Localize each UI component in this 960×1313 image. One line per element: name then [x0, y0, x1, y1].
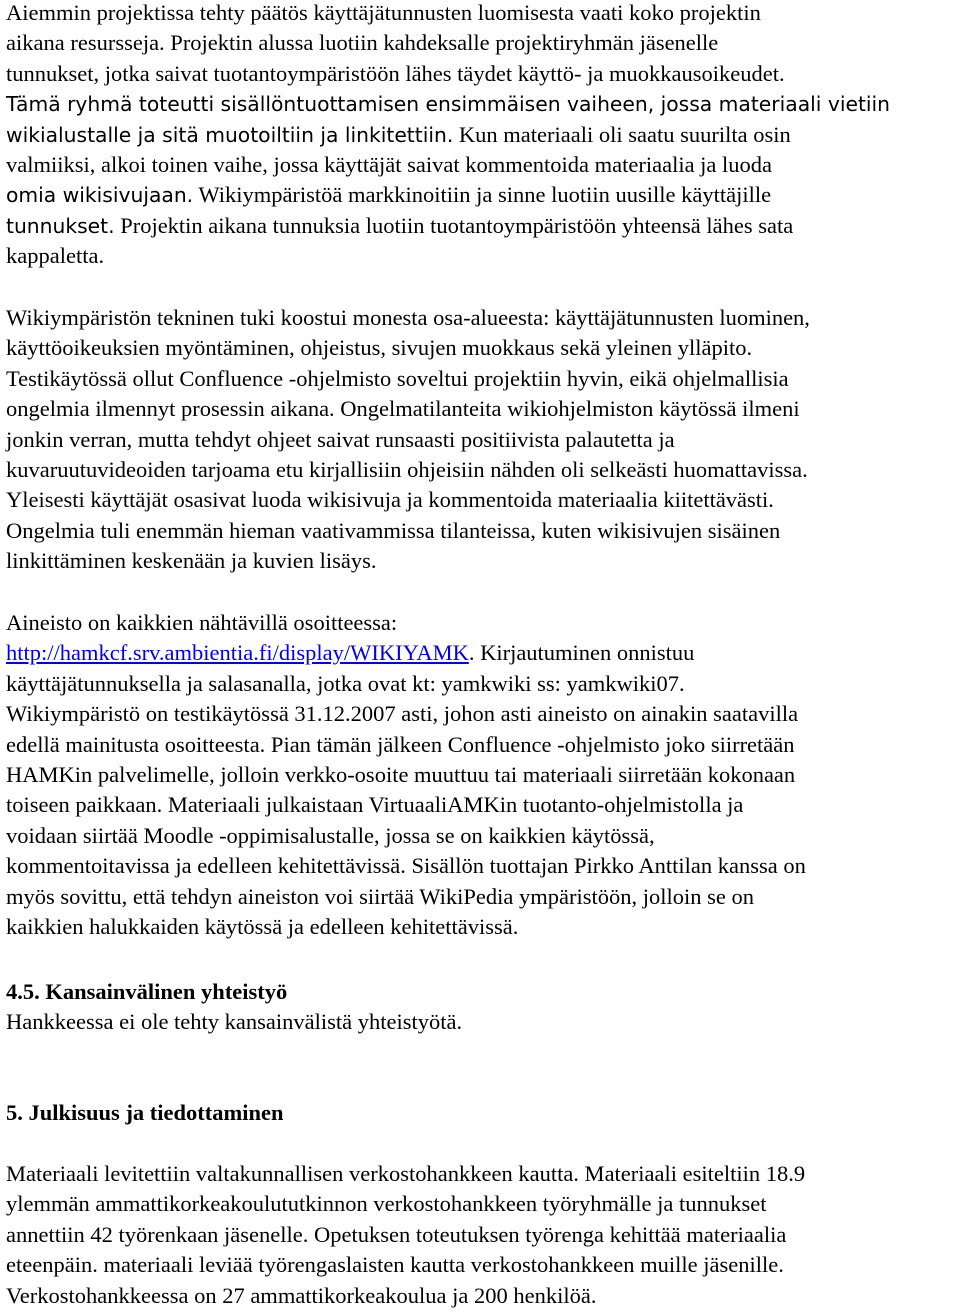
- text-line: [6, 120, 956, 150]
- text-line: kommentoitavissa ja edelleen kehitettävissä. Sisällön tuottajan Pirkko Anttilan kanssa on: [6, 853, 806, 879]
- text-line: valmiiksi, alkoi toinen vaihe, jossa käyttäjät saivat kommentoida materiaalia ja luoda: [6, 152, 773, 178]
- text-line: eteenpäin. materiaali leviää työrengaslaisten kautta verkostohankkeen muille jäsenille.: [6, 1252, 784, 1278]
- text-line: linkittäminen keskenään ja kuvien lisäys.: [6, 548, 377, 574]
- wiki-url-link[interactable]: http://hamkcf.srv.ambientia.fi/display/WIKIYAMK: [6, 640, 469, 666]
- text-segment: tunnukset.: [6, 213, 115, 238]
- text-line: Yleisesti käyttäjät osasivat luoda wikisivuja ja kommentoida materiaalia kiitettävästi.: [6, 487, 774, 513]
- text-line: Ongelmia tuli enemmän hieman vaativammissa tilanteissa, kuten wikisivujen sisäinen: [6, 517, 781, 543]
- text-line: Verkostohankkeessa on 27 ammattikorkeakoulua ja 200 henkilöä.: [6, 1282, 597, 1308]
- text-line: kaikkien halukkaiden käytössä ja edelleen kehitettävissä.: [6, 914, 519, 940]
- section-heading: 4.5. Kansainvälinen yhteistyö: [6, 979, 288, 1004]
- text-line: Testikäytössä ollut Confluence -ohjelmisto soveltui projektiin hyvin, eikä ohjelmallisia: [6, 365, 789, 391]
- text-line: jonkin verran, mutta tehdyt ohjeet saivat runsaasti positiivista palautetta ja: [6, 426, 675, 452]
- text-segment: omia wikisivujaan.: [6, 183, 194, 208]
- text-segment: . Kirjautuminen onnistuu: [468, 640, 695, 666]
- text-segment: Kun materiaali oli saatu suurilta osin: [453, 121, 791, 147]
- text-line: ongelmia ilmennyt prosessin aikana. Ongelmatilanteita wikiohjelmiston käytössä ilmeni: [6, 396, 800, 422]
- text-line: annettiin 42 työrenkaan jäsenelle. Opetuksen toteutuksen työrenga kehittää materiaalia: [6, 1221, 787, 1247]
- text-line: [6, 638, 956, 668]
- text-segment: Wikiympäristöä markkinoitiin ja sinne luotiin uusille käyttäjille: [193, 182, 772, 208]
- text-line: aikana resursseja. Projektin alussa luotiin kahdeksalle projektiryhmän jäsenelle: [6, 30, 719, 56]
- text-line: Aineisto on kaikkien nähtävillä osoitteessa:: [6, 610, 398, 635]
- text-line: käyttöoikeuksien myöntäminen, ohjeistus, sivujen muokkaus sekä yleinen ylläpito.: [6, 335, 753, 361]
- text-line: Wikiympäristön tekninen tuki koostui monesta osa-alueesta: käyttäjätunnusten luominen,: [6, 305, 810, 330]
- text-line: käyttäjätunnuksella ja salasanalla, jotka ovat kt: yamkwiki ss: yamkwiki07.: [6, 670, 685, 696]
- text-line: kappaletta.: [6, 243, 105, 269]
- text-line: ylemmän ammattikorkeakoulututkinnon verkostohankkeen työryhmälle ja tunnukset: [6, 1191, 767, 1217]
- section-heading: 5. Julkisuus ja tiedottaminen: [6, 1100, 284, 1125]
- text-line: Hankkeessa ei ole tehty kansainvälistä yhteistyötä.: [6, 1009, 463, 1035]
- text-line: Tämä ryhmä toteutti sisällöntuottamisen ensimmäisen vaiheen, jossa materiaali vietiin: [6, 92, 891, 117]
- text-line: [6, 211, 956, 241]
- text-line: myös sovittu, että tehdyn aineiston voi siirtää WikiPedia ympäristöön, jolloin se on: [6, 883, 754, 909]
- section-publicity: [6, 1159, 956, 1311]
- text-line: toiseen paikkaan. Materiaali julkaistaan VirtuaaliAMKin tuotanto-ohjelmistolla ja: [6, 792, 744, 818]
- section-international-cooperation: [6, 977, 956, 1038]
- paragraph-technical-support: [6, 303, 956, 577]
- text-line: [6, 180, 956, 210]
- text-line: Wikiympäristö on testikäytössä 31.12.2007 asti, johon asti aineisto on ainakin saatavilla: [6, 701, 799, 727]
- text-segment: wikialustalle ja sitä muotoiltiin ja linkitettiin.: [6, 122, 454, 147]
- paragraph-user-accounts: [6, 0, 956, 272]
- text-line: Aiemmin projektissa tehty päätös käyttäjätunnusten luomisesta vaati koko projektin: [6, 0, 761, 25]
- text-line: Materiaali levitettiin valtakunnallisen verkostohankkeen kautta. Materiaali esiteltiin 18.9: [6, 1161, 806, 1186]
- text-line: HAMKin palvelimelle, jolloin verkko-osoite muuttuu tai materiaali siirretään kokonaan: [6, 762, 796, 788]
- paragraph-availability: [6, 608, 956, 942]
- text-line: voidaan siirtää Moodle -oppimisalustalle, jossa se on kaikkien käytössä,: [6, 822, 655, 848]
- text-line: edellä mainitusta osoitteesta. Pian tämän jälkeen Confluence -ohjelmisto joko siirretään: [6, 731, 795, 757]
- text-line: kuvaruutuvideoiden tarjoama etu kirjallisiin ohjeisiin nähden oli selkeästi huomattavissa.: [6, 457, 808, 483]
- text-line: tunnukset, jotka saivat tuotantoympäristöön lähes täydet käyttö- ja muokkausoikeudet.: [6, 60, 785, 86]
- text-segment: Projektin aikana tunnuksia luotiin tuotantoympäristöön yhteensä lähes sata: [114, 212, 794, 238]
